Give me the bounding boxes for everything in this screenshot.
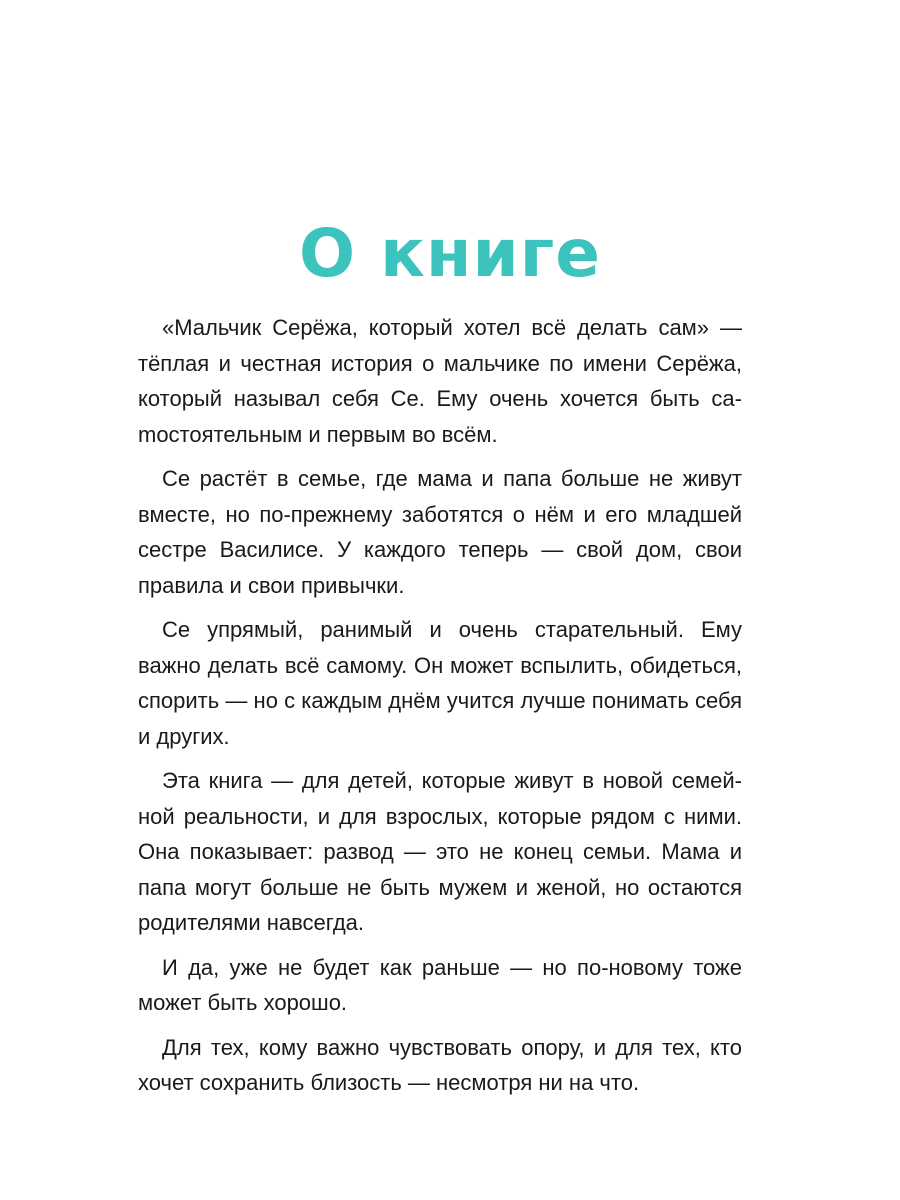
paragraph-5: И да, уже не будет как раньше — но по-новому тоже может быть хорошо. [138, 954, 742, 1015]
body-text [138, 310, 742, 1110]
paragraph-4: Эта книга — для детей, которые живут в новой семейной реальности, и для взрослых, которые рядом с ними. Она показывает: развод — это не конец семьи. Мама и папа могут больше не быть мужем и женой, но остаются родителями навсегда. [138, 768, 742, 935]
paragraph-2: Се растёт в семье, где мама и папа больше не живут вместе, но по-прежнему заботятся о нём и его младшей сестре Василисе. У каждого теперь — свой дом, свои правила и свои привычки. [138, 466, 742, 598]
paragraph-3: Се упрямый, ранимый и очень старательный. Ему важно делать всё самому. Он может вспылить, обидеться, спорить — но с каждым днём учится лучше понимать себя и других. [138, 617, 742, 749]
paragraph-6: Для тех, кому важно чувствовать опору, и для тех, кто хочет сохранить близость — несмотря ни на что. [138, 1034, 742, 1095]
paragraph-1: «Мальчик Серёжа, который хотел всё делать сам» — тёплая и честная история о мальчике по имени Серёжа, который называл себя Се. Ему очень хочется быть саmостоятельным и первым во всём. [138, 315, 742, 447]
page-title: О книге [299, 215, 601, 292]
